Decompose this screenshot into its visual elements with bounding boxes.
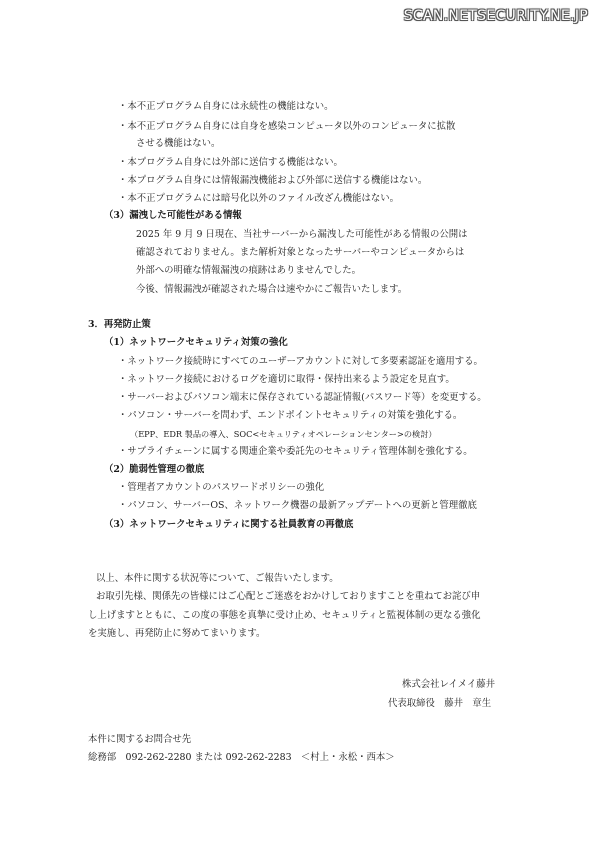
closing-line: 以上、本件に関する状況等について、ご報告いたします。 [96,573,339,584]
contact-title: 本件に関するお問合せ先 [88,734,192,745]
bullet-item: ・本不正プログラム自身には永続性の機能はない。 [118,101,334,112]
bullet-item: ・本プログラム自身には外部に送信する機能はない。 [118,157,343,168]
bullet-item: ・本不正プログラムには暗号化以外のファイル改ざん機能はない。 [118,193,399,204]
bullet-item: ・本プログラム自身には情報漏洩機能および外部に送信する機能はない。 [118,175,428,186]
prevention-item-note: （EPP、EDR 製品の導入、SOC<セキュリティオペレーションセンター>の検討） [130,429,437,439]
prevention-item: ・ネットワーク接続時にすべてのユーザーアカウントに対して多要素認証を適用する。 [118,356,483,367]
prevention-item: ・サーバーおよびパソコン端末に保存されている認証情報(パスワード等）を変更する。 [118,392,487,403]
prevention-item: ・ネットワーク接続におけるログを適切に取得・保持出来るよう設定を見直す。 [118,374,455,385]
prevention-sub1-heading: （1）ネットワークセキュリティ対策の強化 [104,337,288,348]
prevention-item: ・サプライチェーンに属する関連企業や委託先のセキュリティ管理体制を強化する。 [118,446,473,457]
prevention-item: ・管理者アカウントのパスワードポリシーの強化 [118,482,325,493]
signature-representative: 代表取締役 藤井 章生 [388,698,492,709]
closing-line: し上げますとともに、この度の事態を真摯に受け止め、セキュリティと監視体制の更なる強化 [88,610,481,621]
signature-company: 株式会社レイメイ藤井 [402,679,495,690]
closing-line: お取引先様、関係先の皆様にはご心配とご迷惑をおかけしておりますことを重ねてお詫び申 [96,591,481,602]
contact-line: 総務部 092-262-2280 または 092-262-2283 ＜村上・永松・西本＞ [88,752,395,763]
closing-line: を実施し、再発防止に努めてまいります。 [88,628,266,639]
bullet-item-continuation: させる機能はない。 [136,138,221,149]
prevention-heading: 3．再発防止策 [88,319,151,330]
prevention-item: ・パソコン・サーバーを問わず、エンドポイントセキュリティの対策を強化する。 [118,410,463,421]
site-watermark: SCAN.NETSECURITY.NE.JP [403,8,588,24]
bullet-item: ・本不正プログラム自身には自身を感染コンピュータ以外のコンピュータに拡散 [118,121,456,132]
prevention-item: ・パソコン、サーバーOS、ネットワーク機器の最新アップデートへの更新と管理徹底 [118,500,477,511]
leak-paragraph-line: 外部への明確な情報漏洩の痕跡はありませんでした。 [136,265,362,276]
leak-paragraph-line: 今後、情報漏洩が確認された場合は速やかにご報告いたします。 [136,284,408,295]
prevention-sub2-heading: （2）脆弱性管理の徹底 [104,464,205,475]
prevention-sub3-heading: （3）ネットワークセキュリティに関する社員教育の再徹底 [104,519,354,530]
leak-heading: （3）漏洩した可能性がある情報 [104,210,242,221]
leak-paragraph-line: 2025 年 9 月 9 日現在、当社サーバーから漏洩した可能性がある情報の公開は [136,229,468,240]
leak-paragraph-line: 確認されておりません。また解析対象となったサーバーやコンピュータからは [136,247,465,258]
